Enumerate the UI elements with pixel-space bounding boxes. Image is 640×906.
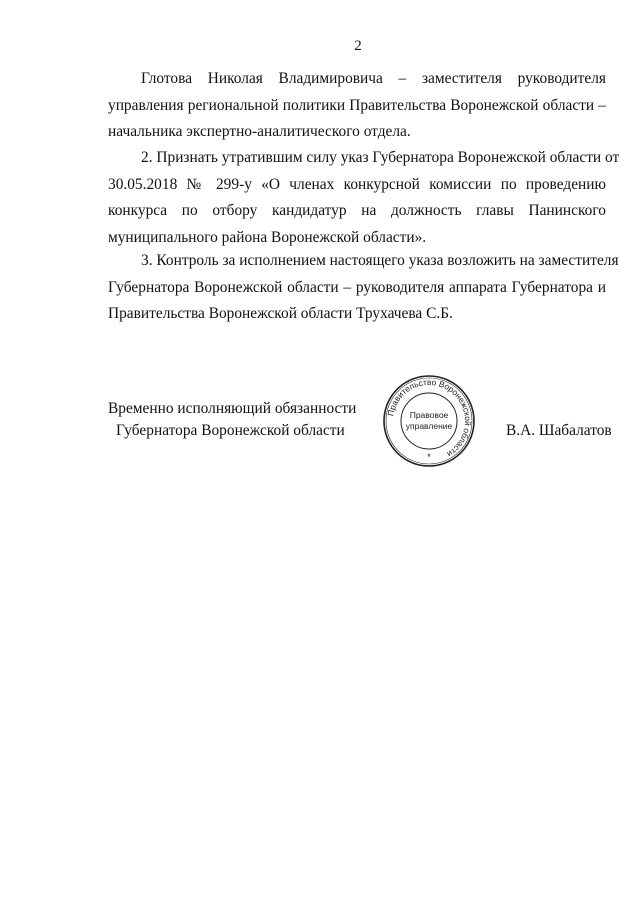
paragraph-repeal-decree: [108, 145, 620, 251]
paragraph-line: муниципального района Воронежской области».: [108, 228, 427, 246]
signature-block: [108, 398, 356, 442]
paragraph-line: 2. Признать утратившим силу указ Губернатора Воронежской области от: [141, 149, 620, 166]
paragraph-line: начальника экспертно-аналитического отдела.: [108, 123, 411, 140]
official-stamp: [382, 374, 476, 468]
stamp-inner-line2: управление: [405, 421, 453, 431]
paragraph-line: управления региональной политики Правительства Воронежской области –: [108, 96, 606, 114]
paragraph-line: Губернатора Воронежской области – руководителя аппарата Губернатора и: [108, 278, 606, 296]
signer-position-line1: Временно исполняющий обязанности: [108, 400, 357, 417]
stamp-inner-line1: Правовое: [409, 410, 449, 420]
paragraph-line: Глотова Николая Владимировича – заместителя руководителя: [141, 70, 606, 87]
paragraph-line: 30.05.2018 № 299-у «О членах конкурсной комиссии по проведению: [108, 175, 606, 193]
signer-position-line2: Губернатора Воронежской области: [116, 422, 345, 439]
signer-name: В.А. Шабалатов: [506, 422, 612, 439]
paragraph-line: конкурса по отбору кандидатур на должность главы Панинского: [108, 202, 606, 219]
page-number: 2: [354, 38, 362, 54]
paragraph-control-assignment: [108, 248, 619, 328]
paragraph-line: 3. Контроль за исполнением настоящего указа возложить на заместителя: [141, 252, 619, 269]
paragraph-deputy-appointment: [108, 66, 606, 146]
paragraph-line: Правительства Воронежской области Трухачева С.Б.: [108, 305, 453, 322]
stamp-outer-text: Правительство Воронежской области: [385, 376, 474, 460]
stamp-star: *: [427, 452, 431, 462]
